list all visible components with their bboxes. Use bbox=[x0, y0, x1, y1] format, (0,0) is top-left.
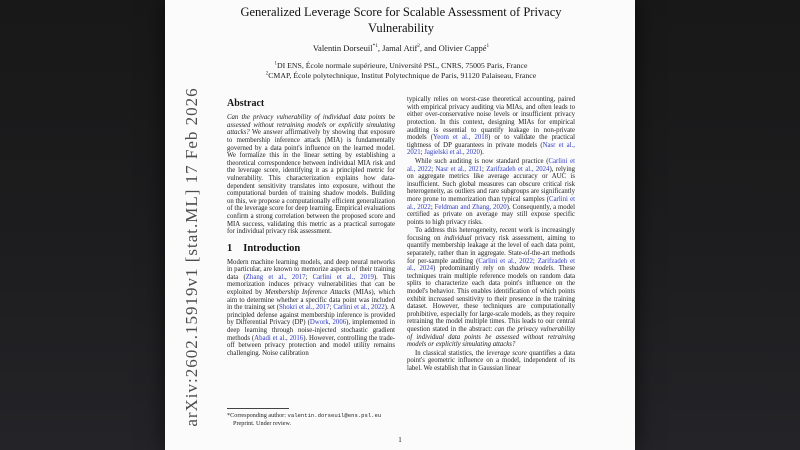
affiliation-2 bbox=[227, 71, 575, 81]
text-segment: Valentin Dorseuil bbox=[312, 43, 373, 53]
text-segment: leverage score bbox=[486, 349, 527, 357]
citation-link[interactable]: Carlini et al., 2022 bbox=[333, 304, 385, 312]
text-segment: ; bbox=[431, 165, 436, 173]
text-segment: ). bbox=[479, 149, 484, 157]
page-number: 1 bbox=[398, 435, 402, 444]
text-segment: Membership Inference Attacks bbox=[265, 289, 351, 297]
text-segment: quantifies a data point's geometric influence on a model, independent of its label. We establish that in Gaussian linear bbox=[407, 349, 575, 372]
text-segment: ; bbox=[532, 257, 538, 265]
two-column-body bbox=[227, 96, 575, 437]
introduction-heading bbox=[227, 243, 395, 254]
text-segment: , and Olivier Cappé bbox=[419, 43, 487, 53]
text-segment: . These techniques train multiple reference models on random data splits to characterize each data point's influence on the model's behavior. This enables identification of which points exhibit increased sensitivity to their presence in the training dataset. However, these techniques are computationally prohibitive, especially for large-scale models, as they require retraining the model multiple times. This leads to our central question stated in the abstract: bbox=[407, 265, 575, 333]
citation-link[interactable]: Nasr et al., 2021 bbox=[435, 165, 483, 173]
footnote-line-2 bbox=[227, 420, 395, 428]
text-segment: ; bbox=[305, 273, 313, 281]
affiliation-1 bbox=[227, 61, 575, 71]
citation-link[interactable]: Carlini et al., 2022 bbox=[407, 157, 575, 173]
citation-link[interactable]: Dwork, 2006 bbox=[309, 319, 347, 327]
footnote-rule bbox=[227, 408, 289, 409]
affiliations bbox=[227, 61, 575, 80]
text-segment: DI ENS, École normale supérieure, Université PSL, CNRS, 75005 Paris, France bbox=[276, 61, 528, 70]
intro-paragraph-1 bbox=[227, 259, 395, 358]
text-segment: individual bbox=[443, 234, 472, 242]
abstract-text bbox=[227, 114, 395, 236]
text-segment: To address this heterogeneity, recent work is increasingly focusing on bbox=[407, 227, 575, 242]
text-segment: ; bbox=[430, 203, 435, 211]
text-segment: *1 bbox=[372, 43, 378, 50]
citation-link[interactable]: Zhang et al., 2017 bbox=[245, 273, 306, 281]
text-segment: ; bbox=[329, 304, 334, 312]
citation-link[interactable]: Jagielski et al., 2020 bbox=[424, 149, 480, 157]
text-segment: Can the privacy vulnerability of individual data points be assessed without retraining models or explicitly simulating attacks? bbox=[227, 114, 395, 137]
right-paragraph-3 bbox=[407, 227, 575, 349]
paper-title bbox=[227, 5, 575, 36]
column-right bbox=[407, 96, 575, 437]
text-segment: CMAP, École polytechnique, Institut Polytechnique de Paris, 91120 Palaiseau, France bbox=[268, 70, 537, 80]
text-segment: can the privacy vulnerability of individual data points be assessed without retraining models or explicitly simulating attacks? bbox=[407, 326, 575, 349]
text-segment: We answer affirmatively by showing that exposure to membership inference attack (MIA) is fundamentally governed by a data point's influence on the learned model. We formalize this in the linear setting by establishing a theoretical correspondence between individual MIA risk and the leverage score, identifying it as a principled metric for vulnerability. This characterization explains how data-dependent sensitivity translates into exposure, without the computational burden of training shadow models. Building on this, we propose a computationally efficient generalization of the leverage score for deep learning. Empirical evaluations confirm a strong correlation between the proposed score and MIA success, validating this metric as a practical surrogate for individual privacy risk assessment. bbox=[227, 129, 395, 236]
email-link[interactable]: valentin.dorseuil@ens.psl.eu bbox=[287, 412, 382, 419]
text-segment: privacy risk assessment, aiming to quantify membership leakage at the level of each data point, separately, rather than in aggregate. State-of-the-art methods for per-sample auditing ( bbox=[407, 234, 575, 265]
text-segment: (MIAs), which aim to determine whether a specific data point was included in the training set ( bbox=[227, 289, 395, 312]
citation-link[interactable]: Abadi et al., 2016 bbox=[254, 334, 304, 342]
citation-link[interactable]: Carlini et al., 2022 bbox=[407, 195, 575, 211]
citation-link[interactable]: Shokri et al., 2017 bbox=[279, 304, 330, 312]
text-segment: *Corresponding author: bbox=[227, 412, 288, 419]
column-left bbox=[227, 96, 395, 437]
text-segment: ; bbox=[420, 149, 425, 157]
authors-line bbox=[227, 43, 575, 53]
right-paragraph-2 bbox=[407, 158, 575, 226]
text-segment: ) or to validate the practical tightness of DP guarantees in private models ( bbox=[407, 134, 575, 149]
citation-link[interactable]: Zarifzadeh et al., 2024 bbox=[407, 257, 575, 273]
right-paragraph-4 bbox=[407, 350, 575, 373]
text-segment: 2 bbox=[417, 43, 420, 50]
text-segment: ), implemented in deep learning through noise-injected stochastic gradient methods ( bbox=[227, 319, 395, 342]
right-paragraph-1 bbox=[407, 96, 575, 157]
text-segment: ; bbox=[482, 165, 487, 173]
citation-link[interactable]: Zarifzadeh et al., 2024 bbox=[486, 165, 550, 173]
citation-link[interactable]: Carlini et al., 2019 bbox=[312, 273, 374, 281]
citation-link[interactable]: Yeom et al., 2018 bbox=[433, 134, 489, 142]
text-segment: ). This memorization induces privacy vulnerabilities that can be exploited by bbox=[227, 273, 395, 297]
footnote bbox=[227, 408, 395, 437]
arxiv-watermark: arXiv:2602.15919v1 [stat.ML] 17 Feb 2026 bbox=[182, 86, 201, 427]
text-segment: shadow models bbox=[508, 265, 554, 273]
paper-title-line1: Generalized Leverage Score for Scalable Assessment of Privacy bbox=[240, 5, 562, 19]
paper-title-line2: Vulnerability bbox=[368, 20, 434, 35]
section-number: 1 bbox=[227, 242, 233, 254]
text-segment: , Jamal Atif bbox=[377, 43, 418, 53]
section-title: Introduction bbox=[243, 242, 301, 254]
text-segment: Modern machine learning models, and deep neural networks in particular, are known to memorize aspects of their training data ( bbox=[227, 258, 395, 281]
text-segment: ). Consequently, a model certified as private on average may still expose specific points to high privacy risks. bbox=[407, 203, 575, 226]
text-segment: ). However, controlling the trade-off between privacy protection and model utility remains challenging. Noise calibration bbox=[227, 334, 395, 357]
text-segment: typically relies on worst-case theoretical accounting, paired with empirical privacy auditing via MIAs, and often leads to either over-conservative noise levels or insufficient privacy protection. In this context, designing MIAs for empirical auditing is essential to quantify leakage in non-private models ( bbox=[407, 96, 575, 142]
text-segment: 1 bbox=[486, 43, 490, 50]
text-segment: ) predominantly rely on bbox=[433, 265, 509, 273]
page-content bbox=[165, 0, 635, 450]
text-segment: 1 bbox=[274, 61, 277, 67]
text-segment: Preprint. Under review. bbox=[233, 419, 292, 427]
text-segment: In classical statistics, the bbox=[415, 349, 487, 357]
text-segment: ). A principled defense against membership inference is provided by Differential Privacy (DP) ( bbox=[227, 304, 395, 327]
citation-link[interactable]: Nasr et al., 2021 bbox=[407, 141, 575, 157]
citation-link[interactable]: Carlini et al., 2022 bbox=[478, 257, 533, 265]
paper-page bbox=[165, 0, 635, 450]
footnote-line-1 bbox=[227, 412, 395, 420]
text-segment: 2 bbox=[265, 71, 269, 76]
text-segment: ), relying on aggregate metrics like average accuracy or AUC is insufficient. Such global measures can obscure critical risk heterogeneity, as outliers and rare subgroups are significantly more prone to memorization than typical samples ( bbox=[407, 165, 575, 203]
text-segment: While such auditing is now standard practice ( bbox=[415, 157, 549, 165]
citation-link[interactable]: Feldman and Zhang, 2020 bbox=[434, 203, 507, 211]
abstract-heading: Abstract bbox=[227, 98, 265, 110]
